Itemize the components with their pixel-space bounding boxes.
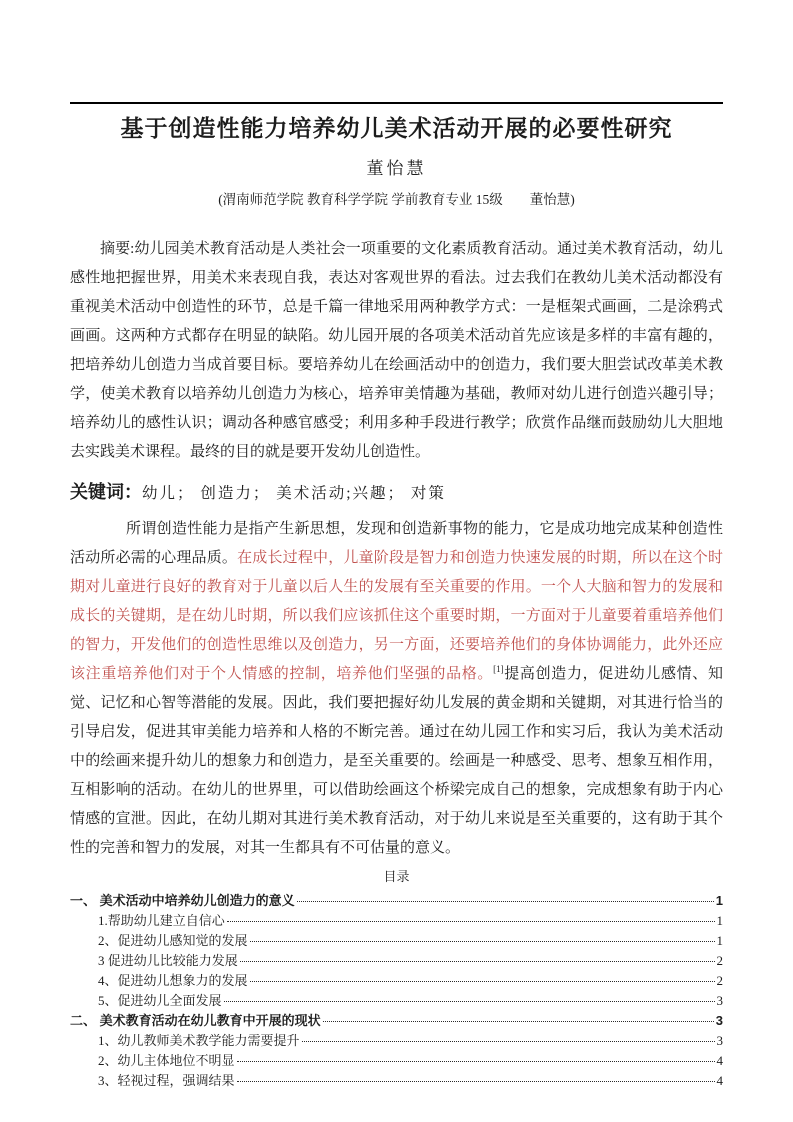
paper-title: 基于创造性能力培养幼儿美术活动开展的必要性研究 bbox=[120, 115, 673, 141]
toc-dot-leader bbox=[237, 1081, 715, 1082]
toc-list bbox=[70, 891, 723, 1091]
toc-entry[interactable] bbox=[70, 1051, 723, 1071]
toc-dot-leader bbox=[224, 1001, 715, 1002]
toc-entry[interactable] bbox=[70, 1011, 723, 1031]
toc-dot-leader bbox=[302, 1041, 715, 1042]
toc-entry[interactable] bbox=[70, 951, 723, 971]
citation-mark: [1] bbox=[493, 664, 504, 674]
toc-entry-label: 4、促进幼儿想象力的发展 bbox=[98, 973, 248, 988]
author-affiliation: (渭南师范学院 教育科学学院 学前教育专业 15级 董怡慧) bbox=[218, 192, 575, 207]
abstract-paragraph: 摘要:幼儿园美术教育活动是人类社会一项重要的文化素质教育活动。通过美术教育活动，幼儿感性地把握世界，用美术来表现自我，表达对客观世界的看法。过去我们在教幼儿美术活动都没有重视美术活动中创造性的环节，总是千篇一律地采用两种教学方式：一是框架式画画，二是涂鸦式画画。这两种方式都存在明显的缺陷。幼儿园开展的各项美术活动首先应该是多样的丰富有趣的，把培养幼儿创造力当成首要目标。要培养幼儿在绘画活动中的创造力，我们要大胆尝试改革美术教学，使美术教育以培养幼儿创造力为核心，培养审美情趣为基础，教师对幼儿进行创造兴趣引导；培养幼儿的感性认识；调动各种感官感受；利用多种手段进行教学；欣赏作品继而鼓励幼儿大胆地去实践美术课程。最终的目的就是要开发幼儿创造性。 bbox=[70, 241, 723, 460]
toc-page-number: 1 bbox=[715, 893, 723, 908]
toc-entry-label: 2、幼儿主体地位不明显 bbox=[98, 1053, 235, 1068]
toc-entry-label: 5、促进幼儿全面发展 bbox=[98, 993, 222, 1008]
toc-entry-label: 一、 美术活动中培养幼儿创造力的意义 bbox=[70, 893, 295, 908]
toc-dot-leader bbox=[240, 961, 715, 962]
toc-entry-label: 3、轻视过程，强调结果 bbox=[98, 1073, 235, 1088]
toc-dot-leader bbox=[297, 901, 714, 902]
toc-dot-leader bbox=[227, 921, 715, 922]
introduction-lead-text: 所谓创造性能力是指产生新思想，发现和创造新事物的能力，它是成功地完成某种创造性活动所必需的心理品质。 bbox=[70, 521, 723, 566]
toc-page-number: 1 bbox=[716, 913, 723, 928]
toc-entry-label: 2、促进幼儿感知觉的发展 bbox=[98, 933, 248, 948]
toc-page-number: 2 bbox=[716, 973, 723, 988]
toc-entry-label: 1.帮助幼儿建立自信心 bbox=[98, 913, 225, 928]
toc-page-number: 3 bbox=[715, 1013, 723, 1028]
toc-dot-leader bbox=[237, 1061, 715, 1062]
toc-dot-leader bbox=[323, 1021, 714, 1022]
toc-entry[interactable] bbox=[70, 971, 723, 991]
toc-entry[interactable] bbox=[70, 1071, 723, 1091]
keywords-label: 关键词： bbox=[70, 482, 142, 502]
toc-page-number: 3 bbox=[716, 993, 723, 1008]
toc-heading: 目录 bbox=[383, 869, 410, 884]
toc-page-number: 2 bbox=[716, 953, 723, 968]
keywords-line bbox=[70, 479, 723, 507]
toc-page-number: 1 bbox=[716, 933, 723, 948]
toc-page-number: 4 bbox=[716, 1053, 723, 1068]
toc-entry[interactable] bbox=[70, 1031, 723, 1051]
keywords-text: 幼儿； 创造力； 美术活动;兴趣； 对策 bbox=[142, 485, 446, 502]
toc-page-number: 4 bbox=[716, 1073, 723, 1088]
introduction-emphasized-text: 在成长过程中，儿童阶段是智力和创造力快速发展的时期，所以在这个时期对儿童进行良好的教育对于儿童以后人生的发展有至关重要的作用。一个人大脑和智力的发展和成长的关键期，是在幼儿时期，所以我们应该抓住这个重要时期，一方面对于儿童要着重培养他们的智力，开发他们的创造性思维以及创造力，另一方面，还要培养他们的身体协调能力，此外还应该注重培养他们对于个人情感的控制，培养他们坚强的品格。 bbox=[70, 550, 723, 682]
header-rule bbox=[70, 102, 723, 104]
toc-entry[interactable] bbox=[70, 931, 723, 951]
introduction-closing-text: 提高创造力，促进幼儿感情、知觉、记忆和心智等潜能的发展。因此，我们要把握好幼儿发展的黄金期和关键期，对其进行恰当的引导启发，促进其审美能力培养和人格的不断完善。通过在幼儿园工作和实习后，我认为美术活动中的绘画来提升幼儿的想象力和创造力，是至关重要的。绘画是一种感受、思考、想象互相作用，互相影响的活动。在幼儿的世界里，可以借助绘画这个桥梁完成自己的想象，完成想象有助于内心情感的宣泄。因此，在幼儿期对其进行美术教育活动，对于幼儿来说是至关重要的，这有助于其个性的完善和智力的发展，对其一生都具有不可估量的意义。 bbox=[70, 666, 723, 856]
toc-entry[interactable] bbox=[70, 911, 723, 931]
toc-entry-label: 二、 美术教育活动在幼儿教育中开展的现状 bbox=[70, 1013, 321, 1028]
toc-entry-label: 3 促进幼儿比较能力发展 bbox=[98, 953, 238, 968]
introduction-paragraph bbox=[70, 515, 723, 863]
toc-entry[interactable] bbox=[70, 991, 723, 1011]
author-name: 董怡慧 bbox=[366, 159, 427, 178]
toc-dot-leader bbox=[250, 941, 715, 942]
toc-page-number: 3 bbox=[716, 1033, 723, 1048]
toc-dot-leader bbox=[250, 981, 715, 982]
toc-entry-label: 1、幼儿教师美术教学能力需要提升 bbox=[98, 1033, 300, 1048]
toc-entry[interactable] bbox=[70, 891, 723, 911]
